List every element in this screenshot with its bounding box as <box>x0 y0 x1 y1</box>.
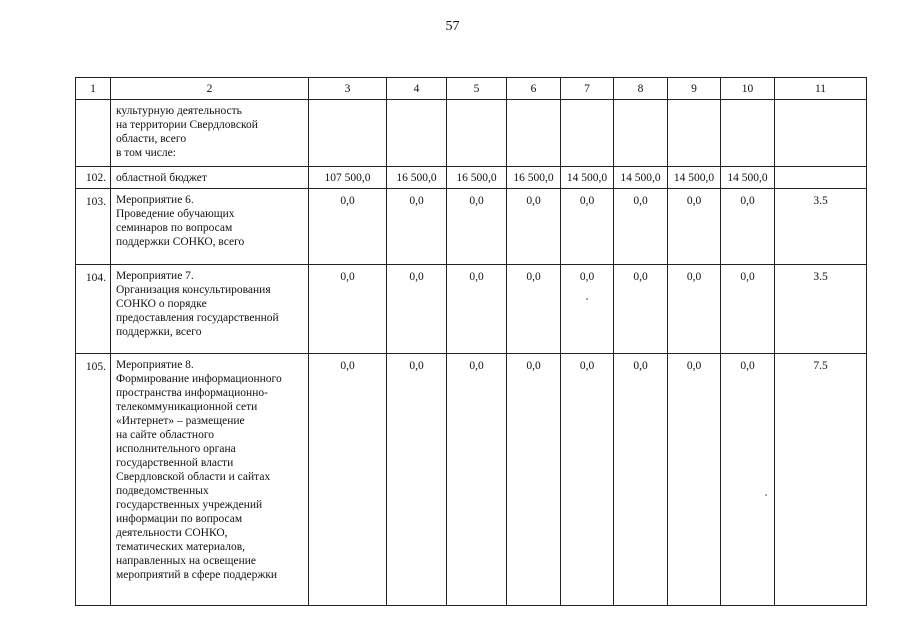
cell-value: 0,0 <box>447 354 507 606</box>
cell-value: 16 500,0 <box>507 167 561 189</box>
column-header: 5 <box>447 78 507 100</box>
column-header: 1 <box>76 78 111 100</box>
cell-value: 0,0 <box>614 265 668 354</box>
cell-value: 0,0 <box>721 189 775 265</box>
cell-value <box>614 100 668 167</box>
row-name: Мероприятие 7. Организация консультирования СОНКО о порядке предоставления государственной поддержки, всего <box>111 265 309 354</box>
cell-value: 0,0 <box>668 189 721 265</box>
cell-value: 0,0 <box>614 354 668 606</box>
cell-value: 0,0 <box>447 189 507 265</box>
column-header: 10 <box>721 78 775 100</box>
cell-value <box>668 100 721 167</box>
cell-value: 0,0 <box>387 354 447 606</box>
cell-value: 0,0 <box>561 189 614 265</box>
table-header-row <box>76 78 867 100</box>
cell-value <box>721 100 775 167</box>
cell-value <box>507 100 561 167</box>
cell-value: 0,0 <box>309 189 387 265</box>
cell-value: 0,0 <box>507 265 561 354</box>
cell-value: 0,0 <box>721 265 775 354</box>
row-reference <box>775 100 867 167</box>
cell-value <box>561 100 614 167</box>
cell-value: 14 500,0 <box>668 167 721 189</box>
cell-value: 0,0 <box>668 265 721 354</box>
column-header: 8 <box>614 78 668 100</box>
row-reference: 7.5 <box>775 354 867 606</box>
row-number: 103. <box>76 189 111 265</box>
cell-value: 0,0 <box>614 189 668 265</box>
column-header: 4 <box>387 78 447 100</box>
cell-value: 0,0 <box>561 354 614 606</box>
cell-value: 16 500,0 <box>447 167 507 189</box>
cell-value: 14 500,0 <box>614 167 668 189</box>
cell-value: 107 500,0 <box>309 167 387 189</box>
row-number: 105. <box>76 354 111 606</box>
column-header: 6 <box>507 78 561 100</box>
cell-value: 16 500,0 <box>387 167 447 189</box>
cell-value: 0,0 <box>668 354 721 606</box>
row-reference: 3.5 <box>775 265 867 354</box>
column-header: 2 <box>111 78 309 100</box>
cell-value: 0,0 <box>387 189 447 265</box>
cell-value: 0,0 <box>507 354 561 606</box>
page-number: 57 <box>445 19 460 34</box>
table-row <box>76 265 867 354</box>
cell-value: 0,0 <box>721 354 775 606</box>
budget-table <box>75 77 867 606</box>
table-row <box>76 167 867 189</box>
row-reference <box>775 167 867 189</box>
cell-value: 14 500,0 <box>721 167 775 189</box>
row-number <box>76 100 111 167</box>
table-row <box>76 100 867 167</box>
column-header: 11 <box>775 78 867 100</box>
row-reference: 3.5 <box>775 189 867 265</box>
row-name: Мероприятие 8. Формирование информационного пространства информационно- телекоммуникационной сети «Интернет» – размещение на сайте областного исполнительного органа государственной власти Свердловской области и сайтах подведомственных государственных учреждений информации по вопросам деятельности СОНКО, тематических материалов, направленных на освещение мероприятий в сфере поддержки <box>111 354 309 606</box>
column-header: 3 <box>309 78 387 100</box>
column-header: 9 <box>668 78 721 100</box>
cell-value <box>387 100 447 167</box>
cell-value <box>447 100 507 167</box>
row-name: культурную деятельность на территории Свердловской области, всего в том числе: <box>111 100 309 167</box>
cell-value: 0,0 <box>309 265 387 354</box>
column-header: 7 <box>561 78 614 100</box>
cell-value <box>309 100 387 167</box>
scan-speck <box>586 298 588 300</box>
row-number: 104. <box>76 265 111 354</box>
cell-value: 0,0 <box>507 189 561 265</box>
table-row <box>76 189 867 265</box>
row-name: Мероприятие 6. Проведение обучающих семинаров по вопросам поддержки СОНКО, всего <box>111 189 309 265</box>
scan-speck <box>765 494 767 496</box>
cell-value: 0,0 <box>561 265 614 354</box>
cell-value: 14 500,0 <box>561 167 614 189</box>
cell-value: 0,0 <box>387 265 447 354</box>
row-number: 102. <box>76 167 111 189</box>
row-name: областной бюджет <box>111 167 309 189</box>
cell-value: 0,0 <box>309 354 387 606</box>
cell-value: 0,0 <box>447 265 507 354</box>
table-row <box>76 354 867 606</box>
